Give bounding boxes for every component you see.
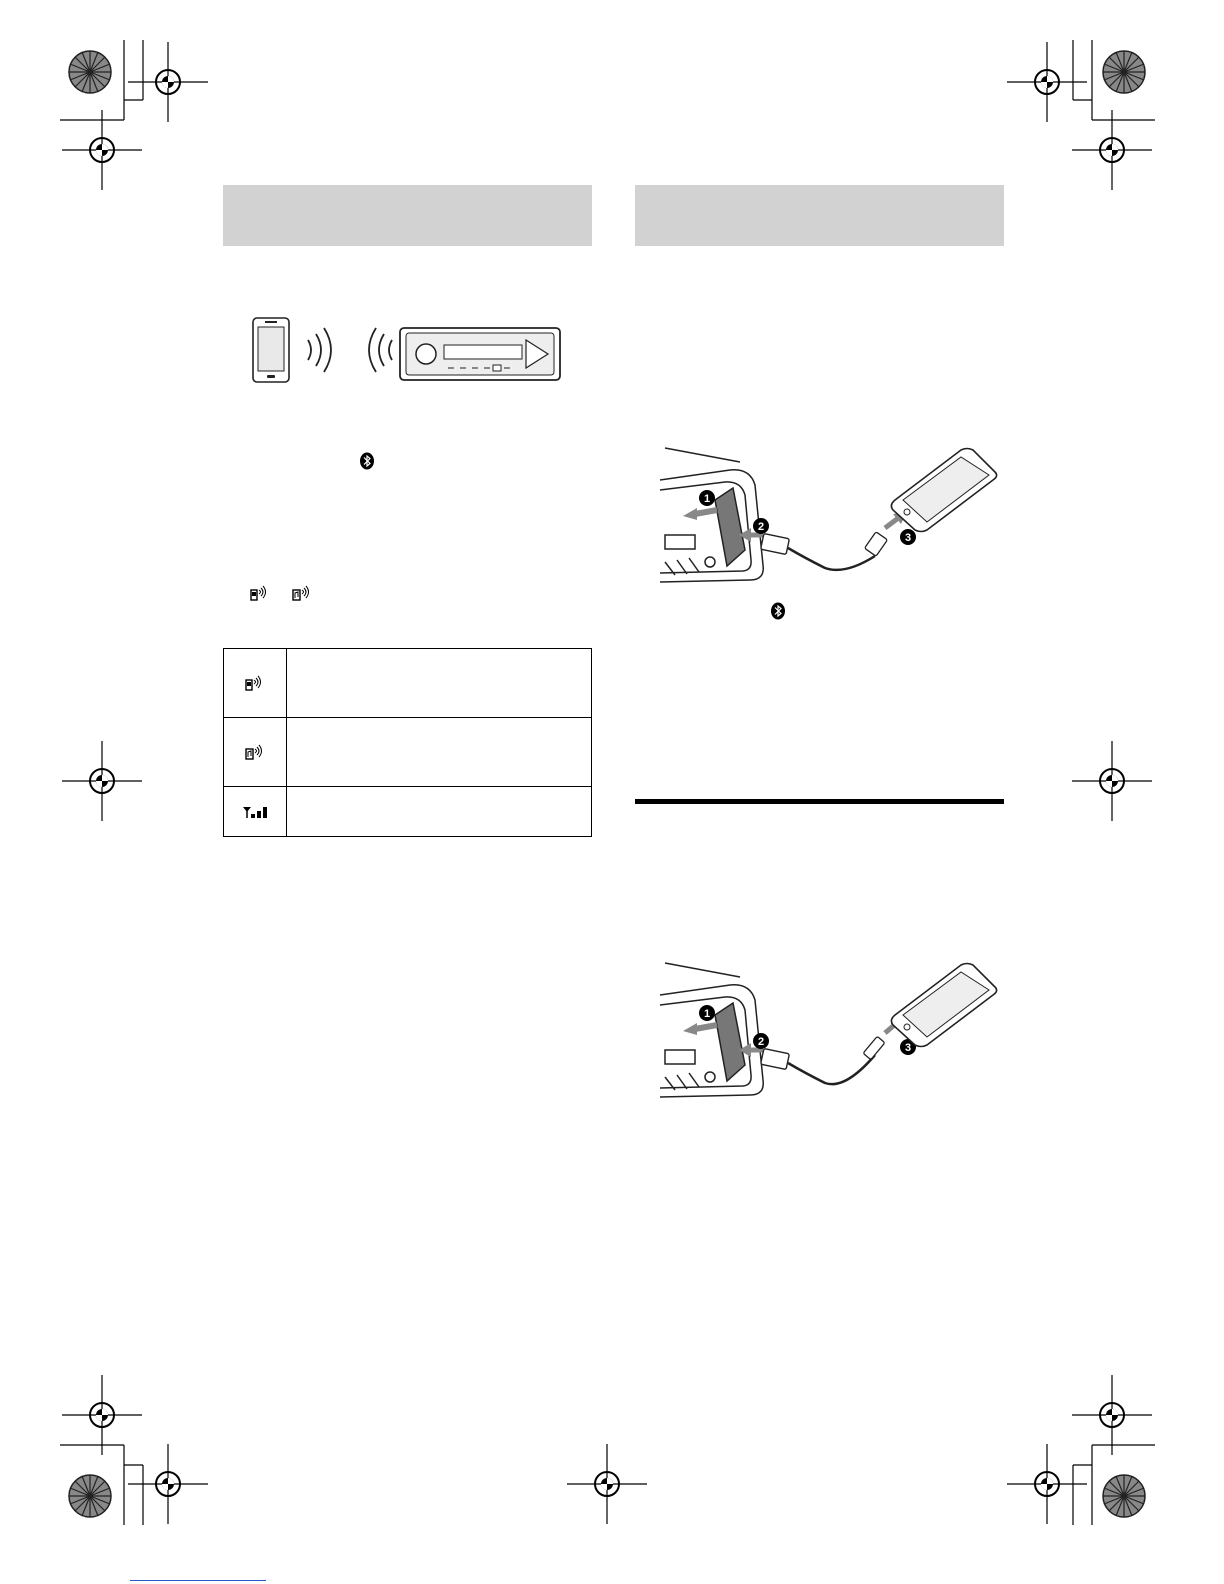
table-icon-cell — [224, 787, 287, 837]
table-row — [224, 649, 592, 718]
svg-text:1: 1 — [703, 493, 711, 505]
usb-connection-figure-top — [655, 440, 1005, 585]
registration-mark-icon — [1007, 1444, 1087, 1524]
phone-bt-indicator-icon — [250, 585, 270, 601]
svg-text:3: 3 — [904, 1042, 912, 1054]
usb-plug-icon — [739, 528, 875, 570]
step-number-1 — [699, 490, 715, 506]
table-icon-cell — [224, 718, 287, 787]
registration-mark-icon — [567, 1444, 647, 1524]
eject-arrow-icon — [683, 508, 717, 520]
color-target-icon — [69, 1475, 111, 1517]
step-number-1 — [699, 1005, 715, 1021]
iphone-icon — [891, 964, 996, 1047]
svg-text:2: 2 — [757, 1036, 765, 1048]
right-header-bar — [635, 185, 1004, 246]
color-target-icon — [1103, 51, 1145, 93]
section-divider — [635, 799, 1004, 804]
registration-mark-icon — [62, 110, 142, 190]
registration-mark-icon — [1072, 1375, 1152, 1455]
audio-bt-indicator-icon — [292, 585, 312, 601]
registration-mark-icon — [128, 42, 208, 122]
bottom-link-underline — [130, 1580, 266, 1581]
audio-bt-indicator-icon — [245, 744, 265, 760]
iphone-icon — [891, 449, 996, 532]
car-stereo-front-icon — [660, 963, 763, 1097]
car-stereo-front-icon — [660, 448, 763, 582]
bt-status-table — [223, 648, 592, 837]
signal-strength-icon — [242, 805, 268, 819]
svg-text:1: 1 — [703, 1008, 711, 1020]
table-description-cell — [287, 718, 592, 787]
bt-connection-illustration — [248, 314, 563, 386]
table-row — [224, 718, 592, 787]
svg-text:2: 2 — [757, 521, 765, 533]
registration-mark-icon — [1072, 741, 1152, 821]
step-number-2 — [753, 518, 769, 534]
registration-mark-icon — [62, 741, 142, 821]
registration-mark-icon — [62, 1375, 142, 1455]
table-row — [224, 787, 592, 837]
registration-mark-icon — [128, 1444, 208, 1524]
usb-plug-icon — [739, 1043, 875, 1084]
registration-mark-icon — [1072, 110, 1152, 190]
table-description-cell — [287, 649, 592, 718]
bluetooth-icon — [770, 602, 786, 620]
color-target-icon — [69, 51, 111, 93]
registration-mark-icon — [1007, 42, 1087, 122]
color-target-icon — [1103, 1475, 1145, 1517]
phone-icon — [253, 318, 289, 382]
table-description-cell — [287, 787, 592, 837]
left-header-bar — [223, 185, 592, 246]
svg-text:3: 3 — [904, 532, 912, 544]
step-number-2 — [753, 1033, 769, 1049]
step-number-3 — [900, 529, 916, 545]
phone-bt-indicator-icon — [245, 675, 265, 691]
eject-arrow-icon — [683, 1023, 717, 1035]
usb-connection-figure-bottom — [655, 955, 1005, 1100]
wireless-signal-icon — [308, 328, 392, 372]
bluetooth-icon — [359, 452, 375, 470]
table-icon-cell — [224, 649, 287, 718]
car-stereo-icon — [400, 328, 560, 380]
